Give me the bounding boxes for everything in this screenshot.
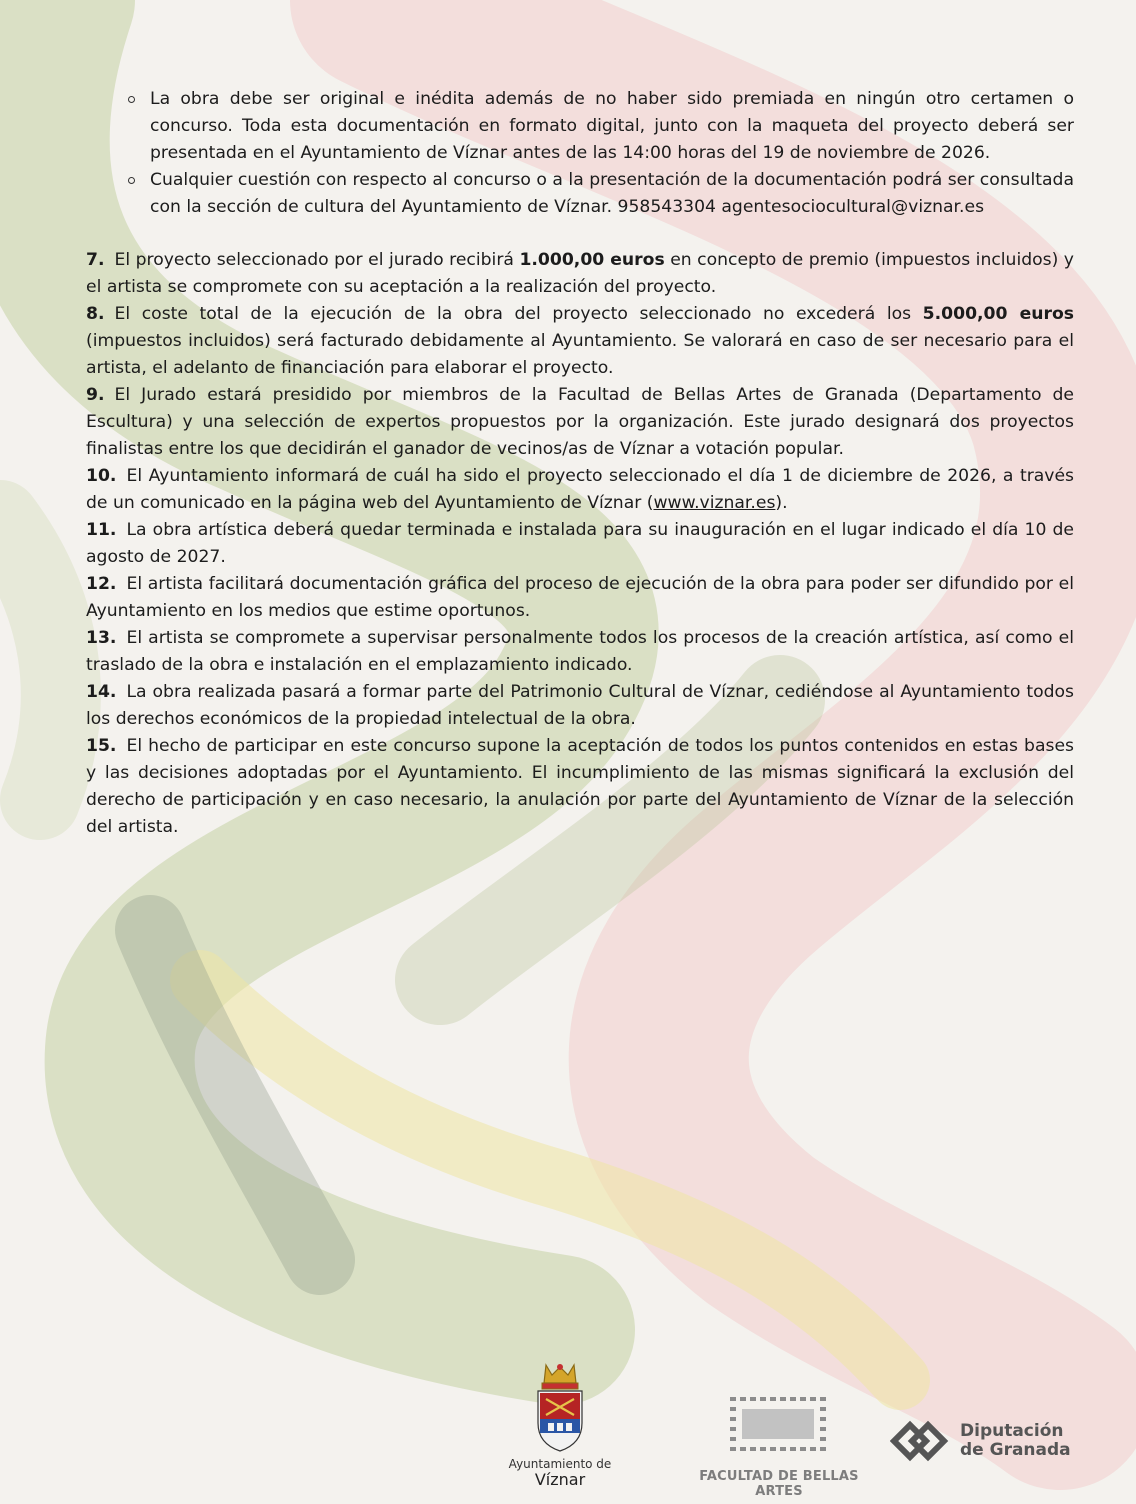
prize-amount: 1.000,00 euros <box>519 250 665 270</box>
website-link[interactable]: www.viznar.es <box>653 493 776 513</box>
bellas-artes-caption: FACULTAD DE BELLAS ARTES <box>699 1469 859 1499</box>
bullet-item-contact: Cualquier cuestión con respecto al concurso o a la presentación de la documentación podrá ser consultada con la sección de cultura del Ayuntamiento de Víznar. 958543304 agentesociocultural@viznar.es <box>126 167 1074 221</box>
document-body <box>86 86 1074 841</box>
viznar-coat-of-arms-icon <box>528 1361 592 1453</box>
budget-amount: 5.000,00 euros <box>922 304 1074 324</box>
rule-item-11: 11. La obra artística deberá quedar terminada e instalada para su inauguración en el lugar indicado el día 10 de agosto de 2027. <box>86 520 1074 567</box>
viznar-logo-line2: Víznar <box>534 1470 586 1489</box>
rule-item-10: 10. El Ayuntamiento informará de cuál ha sido el proyecto seleccionado el día 1 de diciembre de 2026, a través de un comunicado en la página web del Ayuntamiento de Víznar (www.viznar.es). <box>86 466 1074 513</box>
diputacion-mark-icon <box>890 1417 952 1467</box>
rule-item-8: 8. El coste total de la ejecución de la obra del proyecto seleccionado no excederá los 5.000,00 euros (impuestos incluidos) será facturado debidamente al Ayuntamiento. Se valorará en caso de ser necesario para el artista, el adelanto de financiación para elaborar el proyecto. <box>86 304 1074 378</box>
diputacion-logo <box>890 1417 1090 1467</box>
rule-item-7: 7. El proyecto seleccionado por el jurado recibirá 1.000,00 euros en concepto de premio (impuestos incluidos) y el artista se compromete con su aceptación a la realización del proyecto. <box>86 250 1074 297</box>
footer-logos <box>0 1355 1136 1504</box>
requirements-bullet-list <box>126 86 1074 221</box>
rule-item-9: 9. El Jurado estará presidido por miembros de la Facultad de Bellas Artes de Granada (Departamento de Escultura) y una selección de expertos propuestos por la organización. Este jurado designará dos proyectos finalistas entre los que decidirán el ganador de vecinos/as de Víznar a votación popular. <box>86 385 1074 459</box>
bellas-artes-grid-icon <box>724 1395 834 1459</box>
numbered-rules-list <box>86 247 1074 841</box>
bullet-item-original-work: La obra debe ser original e inédita además de no haber sido premiada en ningún otro certamen o concurso. Toda esta documentación en formato digital, junto con la maqueta del proyecto deberá ser presentada en el Ayuntamiento de Víznar antes de las 14:00 horas del 19 de noviembre de 2026. <box>126 86 1074 167</box>
diputacion-line1: Diputación <box>960 1421 1064 1441</box>
viznar-logo-line1: Ayuntamiento de <box>508 1457 612 1471</box>
rule-item-12: 12. El artista facilitará documentación gráfica del proceso de ejecución de la obra para poder ser difundido por el Ayuntamiento en los medios que estime oportunos. <box>86 574 1074 621</box>
rule-item-13: 13. El artista se compromete a supervisar personalmente todos los procesos de la creación artística, así como el traslado de la obra e instalación en el emplazamiento indicado. <box>86 628 1074 675</box>
rule-item-15: 15. El hecho de participar en este concurso supone la aceptación de todos los puntos contenidos en estas bases y las decisiones adoptadas por el Ayuntamiento. El incumplimiento de las mismas significará la exclusión del derecho de participación y en caso necesario, la anulación por parte del Ayuntamiento de Víznar de la selección del artista. <box>86 736 1074 837</box>
rule-item-14: 14. La obra realizada pasará a formar parte del Patrimonio Cultural de Víznar, cediéndose al Ayuntamiento todos los derechos económicos de la propiedad intelectual de la obra. <box>86 682 1074 729</box>
bellas-artes-logo <box>684 1395 874 1499</box>
viznar-logo <box>495 1361 625 1489</box>
diputacion-line2: de Granada <box>960 1440 1071 1460</box>
